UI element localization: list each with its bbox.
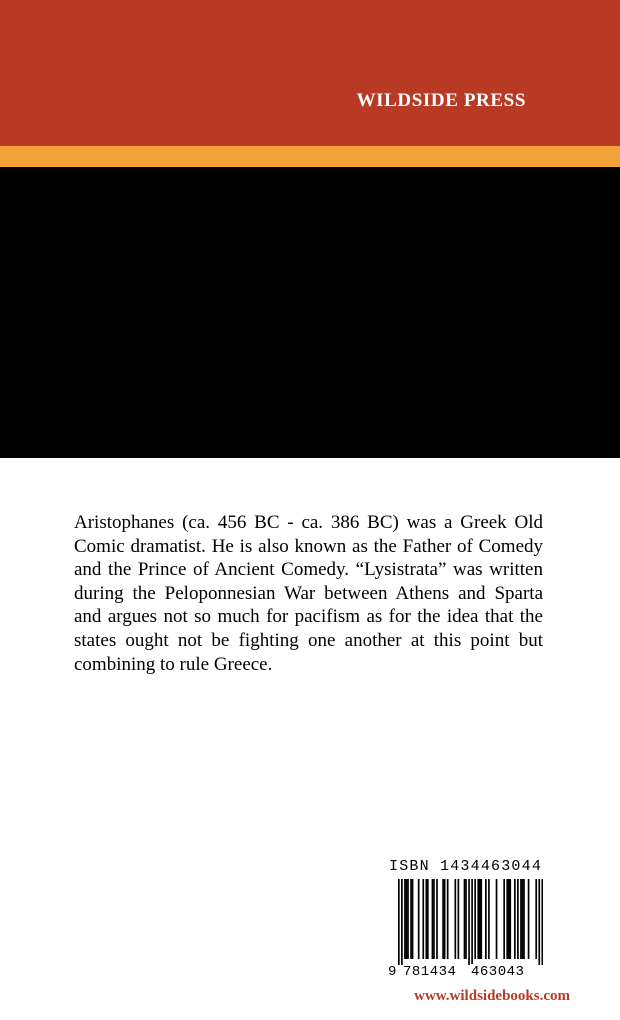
ean-lead-digit: 9 bbox=[388, 964, 397, 980]
barcode-bar bbox=[522, 879, 524, 959]
barcode-bar bbox=[418, 879, 420, 959]
barcode-bar bbox=[406, 879, 408, 959]
barcode-bar bbox=[444, 879, 446, 959]
book-description: Aristophanes (ca. 456 BC - ca. 386 BC) was a Greek Old Comic dramatist. He is also known as the Father of Comedy and the Prince of Ancient Comedy. “Lysistrata” was written during the Peloponnesian War between Athens and Sparta and argues not so much for pacifism as for the idea that the states ought not be fighting one another at this point but combining to rule Greece. bbox=[74, 512, 543, 675]
barcode-bar bbox=[514, 879, 516, 959]
barcode-bar bbox=[468, 879, 470, 965]
barcode-bar bbox=[541, 879, 543, 965]
barcode-bar bbox=[458, 879, 460, 959]
barcode-bar bbox=[454, 879, 456, 959]
barcode-bar bbox=[479, 879, 481, 959]
barcode-bar bbox=[474, 879, 476, 959]
barcode-bar bbox=[488, 879, 490, 959]
barcode-bar bbox=[447, 879, 449, 959]
top-red-band bbox=[0, 0, 620, 146]
barcode-bar bbox=[480, 879, 482, 959]
barcode-bar bbox=[410, 879, 412, 959]
barcode-bar bbox=[528, 879, 530, 959]
publisher-name: WILDSIDE PRESS bbox=[356, 90, 526, 111]
barcode-bar bbox=[477, 879, 479, 959]
ean-left-digits: 781434 bbox=[403, 964, 457, 980]
barcode-bar bbox=[422, 879, 424, 959]
barcode-block bbox=[389, 859, 543, 986]
barcode-bar bbox=[506, 879, 508, 959]
barcode-bar bbox=[432, 879, 434, 959]
barcode-bar bbox=[404, 879, 406, 959]
barcode-bar bbox=[520, 879, 522, 959]
barcode-bar bbox=[523, 879, 525, 959]
orange-stripe bbox=[0, 146, 620, 167]
barcode-bar bbox=[509, 879, 511, 959]
barcode-bar bbox=[436, 879, 438, 959]
barcode-bar bbox=[442, 879, 444, 959]
barcode-bar bbox=[412, 879, 414, 959]
isbn-label: ISBN 1434463044 bbox=[389, 858, 543, 875]
barcode-bar bbox=[535, 879, 537, 959]
publisher-website: www.wildsidebooks.com bbox=[414, 988, 570, 1004]
barcode-bar bbox=[398, 879, 400, 965]
barcode-bar bbox=[503, 879, 505, 959]
barcode-bar bbox=[464, 879, 466, 959]
barcode-bar bbox=[538, 879, 540, 965]
barcode-icon bbox=[389, 879, 543, 965]
barcode-bar bbox=[425, 879, 427, 959]
barcode-bar bbox=[401, 879, 403, 965]
barcode-bar bbox=[433, 879, 435, 959]
barcode-bar bbox=[427, 879, 429, 959]
barcode-bar bbox=[517, 879, 519, 959]
barcode-bar bbox=[407, 879, 409, 959]
barcode-bar bbox=[485, 879, 487, 959]
barcode-bar bbox=[508, 879, 510, 959]
barcode-bar bbox=[471, 879, 473, 965]
ean-digits bbox=[389, 964, 543, 980]
barcode-bar bbox=[465, 879, 467, 959]
ean-right-digits: 463043 bbox=[471, 964, 525, 980]
barcode-bar bbox=[496, 879, 498, 959]
black-panel bbox=[0, 167, 620, 458]
